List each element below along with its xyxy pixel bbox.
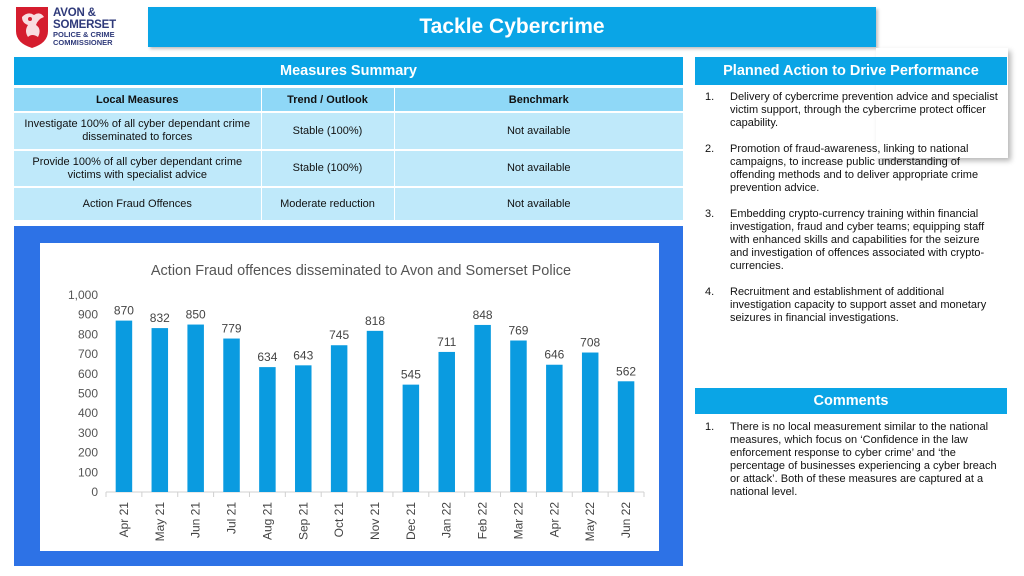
x-tick-label: Mar 22 (511, 502, 526, 540)
chart-frame (14, 226, 683, 566)
comments-heading: Comments (695, 388, 1007, 414)
cell-measure: Investigate 100% of all cyber dependant crime disseminated to forces (14, 112, 261, 150)
data-label: 832 (149, 311, 170, 326)
x-tick-label: Nov 21 (368, 502, 382, 541)
data-label: 634 (257, 350, 278, 365)
y-tick-label: 0 (91, 485, 98, 499)
bar (295, 365, 311, 492)
column-header-local-measures: Local Measures (14, 88, 261, 112)
planned-action-heading: Planned Action to Drive Performance (695, 57, 1007, 85)
list-number: 4. (705, 286, 715, 298)
bar (331, 345, 347, 492)
data-label: 848 (472, 307, 493, 322)
bar (403, 385, 419, 492)
data-label: 708 (580, 335, 601, 350)
cell-benchmark: Not available (394, 187, 683, 221)
list-text: Promotion of fraud-awareness, linking to national campaigns, to increase public understanding of offending methods and to deliver appropriate crime prevention advice. (730, 143, 979, 194)
data-label: 562 (616, 364, 637, 379)
data-label: 769 (508, 323, 529, 338)
bar (116, 321, 132, 492)
y-tick-label: 300 (77, 425, 98, 440)
bar (438, 352, 454, 492)
bar (546, 365, 562, 492)
y-tick-label: 500 (77, 386, 98, 401)
data-label: 711 (437, 334, 457, 349)
x-tick-label: Jun 21 (188, 502, 203, 539)
cell-benchmark: Not available (394, 112, 683, 150)
x-tick-label: Dec 21 (403, 502, 418, 541)
x-tick-label: Apr 22 (547, 502, 562, 538)
x-tick-label: Sep 21 (296, 502, 311, 541)
list-item (695, 286, 1000, 325)
table-row (14, 112, 683, 150)
logo-line-3: POLICE & CRIME (53, 29, 115, 39)
logo-text (53, 7, 116, 48)
y-tick-label: 100 (77, 465, 98, 480)
list-item (695, 208, 1000, 273)
bar (582, 353, 598, 492)
page-title: Tackle Cybercrime (148, 7, 876, 47)
cell-trend: Moderate reduction (261, 187, 394, 221)
x-tick-label: Jul 21 (224, 502, 239, 535)
table-row (14, 187, 683, 221)
data-label: 870 (113, 303, 134, 318)
list-text: Embedding crypto-currency training within financial investigation, fraud and cyber teams; equipping staff with enhanced skills and capabilities for the seizure and investigation of offences associated with crypto-currencies. (730, 208, 985, 272)
comments-list (695, 421, 1000, 512)
x-tick-label: May 21 (152, 502, 167, 542)
bar (152, 328, 168, 492)
bar (510, 341, 526, 492)
y-tick-label: 400 (77, 406, 98, 421)
y-tick-label: 200 (77, 445, 98, 460)
bar (223, 339, 239, 492)
bar (618, 381, 634, 492)
chart-title: Action Fraud offences disseminated to Avon and Somerset Police (150, 263, 572, 279)
list-text: There is no local measurement similar to the national measures, which focus on ‘Confidence in the law enforcement response to cyber crime’ and ‘the percentage of businesses experiencing a cyber breach or attack’. Both of these measures are captured at a national level. (730, 421, 997, 498)
bar (187, 325, 203, 492)
list-number: 3. (705, 208, 715, 220)
x-tick-label: Feb 22 (475, 502, 490, 540)
list-number: 2. (705, 143, 715, 155)
table-row (14, 150, 683, 187)
list-number: 1. (705, 421, 715, 433)
x-tick-label: May 22 (583, 502, 598, 542)
x-tick-label: Jun 22 (619, 502, 634, 539)
list-text: Recruitment and establishment of additional investigation capacity to support asset and monetary seizures in financial investigations. (730, 286, 987, 324)
logo-line-4: COMMISSIONER (53, 38, 113, 47)
chart-panel (40, 243, 659, 551)
bar (259, 367, 275, 492)
y-tick-label: 1,000 (67, 288, 98, 302)
column-header-benchmark: Benchmark (394, 88, 683, 112)
y-tick-label: 600 (77, 366, 98, 381)
red-dragon-crest-icon (14, 5, 50, 49)
bar-chart (40, 243, 659, 551)
cell-measure: Provide 100% of all cyber dependant crime victims with specialist advice (14, 150, 261, 187)
x-tick-label: Aug 21 (260, 502, 275, 541)
y-tick-label: 700 (77, 347, 98, 362)
bar (474, 325, 490, 492)
table-header-row (14, 88, 683, 112)
measures-table (14, 88, 683, 222)
list-number: 1. (705, 91, 715, 103)
cell-measure: Action Fraud Offences (14, 187, 261, 221)
column-header-trend: Trend / Outlook (261, 88, 394, 112)
cell-trend: Stable (100%) (261, 112, 394, 150)
list-item (695, 143, 1000, 195)
cell-trend: Stable (100%) (261, 150, 394, 187)
data-label: 779 (221, 321, 242, 336)
data-label: 745 (329, 328, 350, 343)
measures-summary-heading: Measures Summary (14, 57, 683, 85)
data-label: 643 (293, 348, 314, 363)
data-label: 850 (185, 307, 206, 322)
x-tick-label: Jan 22 (439, 502, 454, 539)
bar (367, 331, 383, 492)
logo-line-1: AVON & (53, 6, 96, 19)
cell-benchmark: Not available (394, 150, 683, 187)
list-text: Delivery of cybercrime prevention advice and specialist victim support, through the cybercrime protect officer capability. (730, 91, 998, 129)
data-label: 646 (544, 347, 565, 362)
list-item (695, 421, 1000, 499)
data-label: 545 (400, 367, 421, 382)
x-tick-label: Oct 21 (332, 502, 347, 538)
logo-line-2: SOMERSET (53, 18, 116, 31)
x-tick-label: Apr 21 (116, 502, 131, 538)
y-tick-label: 800 (77, 327, 98, 342)
planned-action-list (695, 91, 1000, 338)
y-tick-label: 900 (77, 307, 98, 322)
data-label: 818 (364, 313, 386, 328)
list-item (695, 91, 1000, 130)
logo (14, 4, 126, 50)
